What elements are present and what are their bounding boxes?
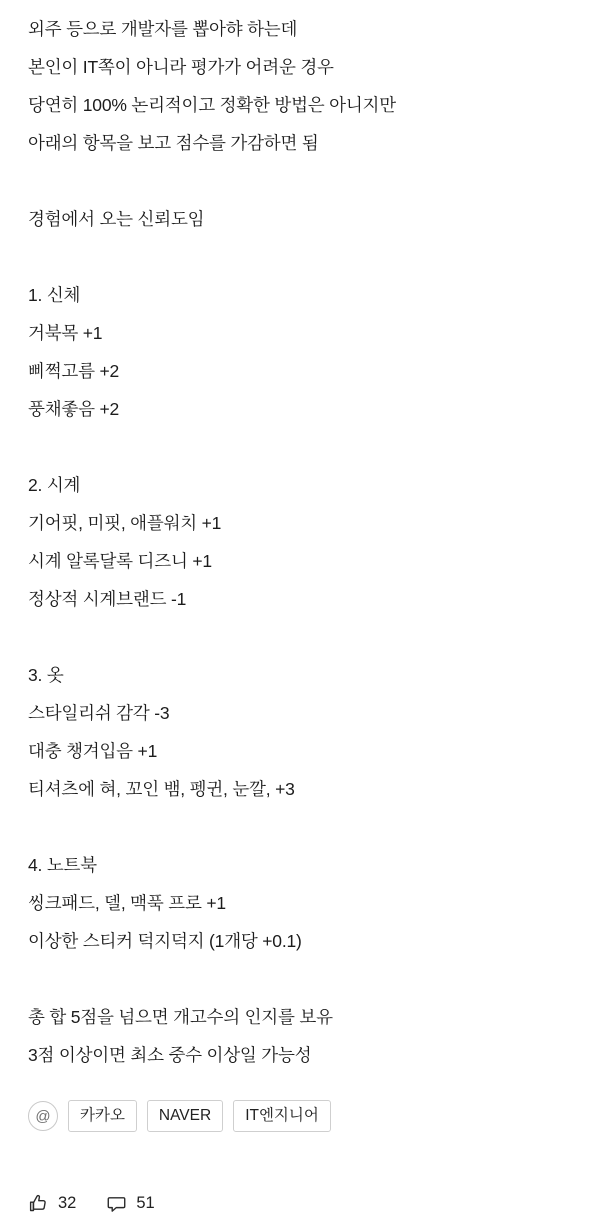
post-line: 풍채좋음 +2 [28, 399, 120, 419]
post-line-blank [28, 808, 572, 846]
post-line-blank [28, 428, 572, 466]
like-stat[interactable] [28, 1193, 76, 1214]
post-line: 티셔츠에 혀, 꼬인 뱀, 펭귄, 눈깔, +3 [28, 779, 295, 799]
post-line: 시계 알록달록 디즈니 +1 [28, 551, 212, 571]
tag-item[interactable]: NAVER [147, 1100, 223, 1132]
post-line: 3. 옷 [28, 665, 64, 685]
post-line: 아래의 항목을 보고 점수를 가감하면 됨 [28, 133, 319, 153]
post-line: 총 합 5점을 넘으면 개고수의 인지를 보유 [28, 1007, 333, 1027]
post-line: 당연히 100% 논리적이고 정확한 방법은 아니지만 [28, 95, 396, 115]
post-line: 대충 챙겨입음 +1 [28, 741, 158, 761]
post-line: 스타일리쉬 감각 -3 [28, 703, 170, 723]
like-count: 32 [58, 1194, 77, 1213]
post-line: 4. 노트북 [28, 855, 97, 875]
post-line-blank [28, 238, 572, 276]
post-line: 2. 시계 [28, 475, 81, 495]
tag-item[interactable]: IT엔지니어 [233, 1100, 331, 1132]
post-line: 본인이 IT쪽이 아니라 평가가 어려운 경우 [28, 57, 334, 77]
comment-stat[interactable] [106, 1193, 154, 1214]
post-line-blank [28, 162, 572, 200]
post-line: 이상한 스티커 덕지덕지 (1개당 +0.1) [28, 931, 302, 951]
post-line: 기어핏, 미핏, 애플워치 +1 [28, 513, 222, 533]
post-body [28, 10, 572, 1074]
comment-count: 51 [136, 1194, 155, 1213]
tag-list [28, 1100, 572, 1132]
thumbs-up-icon [28, 1193, 49, 1214]
post-line: 3점 이상이면 최소 중수 이상일 가능성 [28, 1045, 312, 1065]
comment-icon [106, 1193, 127, 1214]
post-line: 외주 등으로 개발자를 뽑아햐 하는데 [28, 19, 298, 39]
bottom-spacer [0, 1159, 600, 1171]
post-line: 씽크패드, 델, 맥푹 프로 +1 [28, 893, 226, 913]
post-line: 삐쩍고름 +2 [28, 361, 120, 381]
tag-item[interactable]: 카카오 [68, 1100, 137, 1132]
post-line-blank [28, 618, 572, 656]
mention-icon: @ [28, 1101, 58, 1131]
post-line: 1. 신체 [28, 285, 81, 305]
post-line: 정상적 시계브랜드 -1 [28, 589, 187, 609]
post-line-blank [28, 960, 572, 998]
post-line: 거북목 +1 [28, 323, 103, 343]
post-stats [28, 1193, 572, 1214]
post-line: 경험에서 오는 신뢰도임 [28, 209, 205, 229]
